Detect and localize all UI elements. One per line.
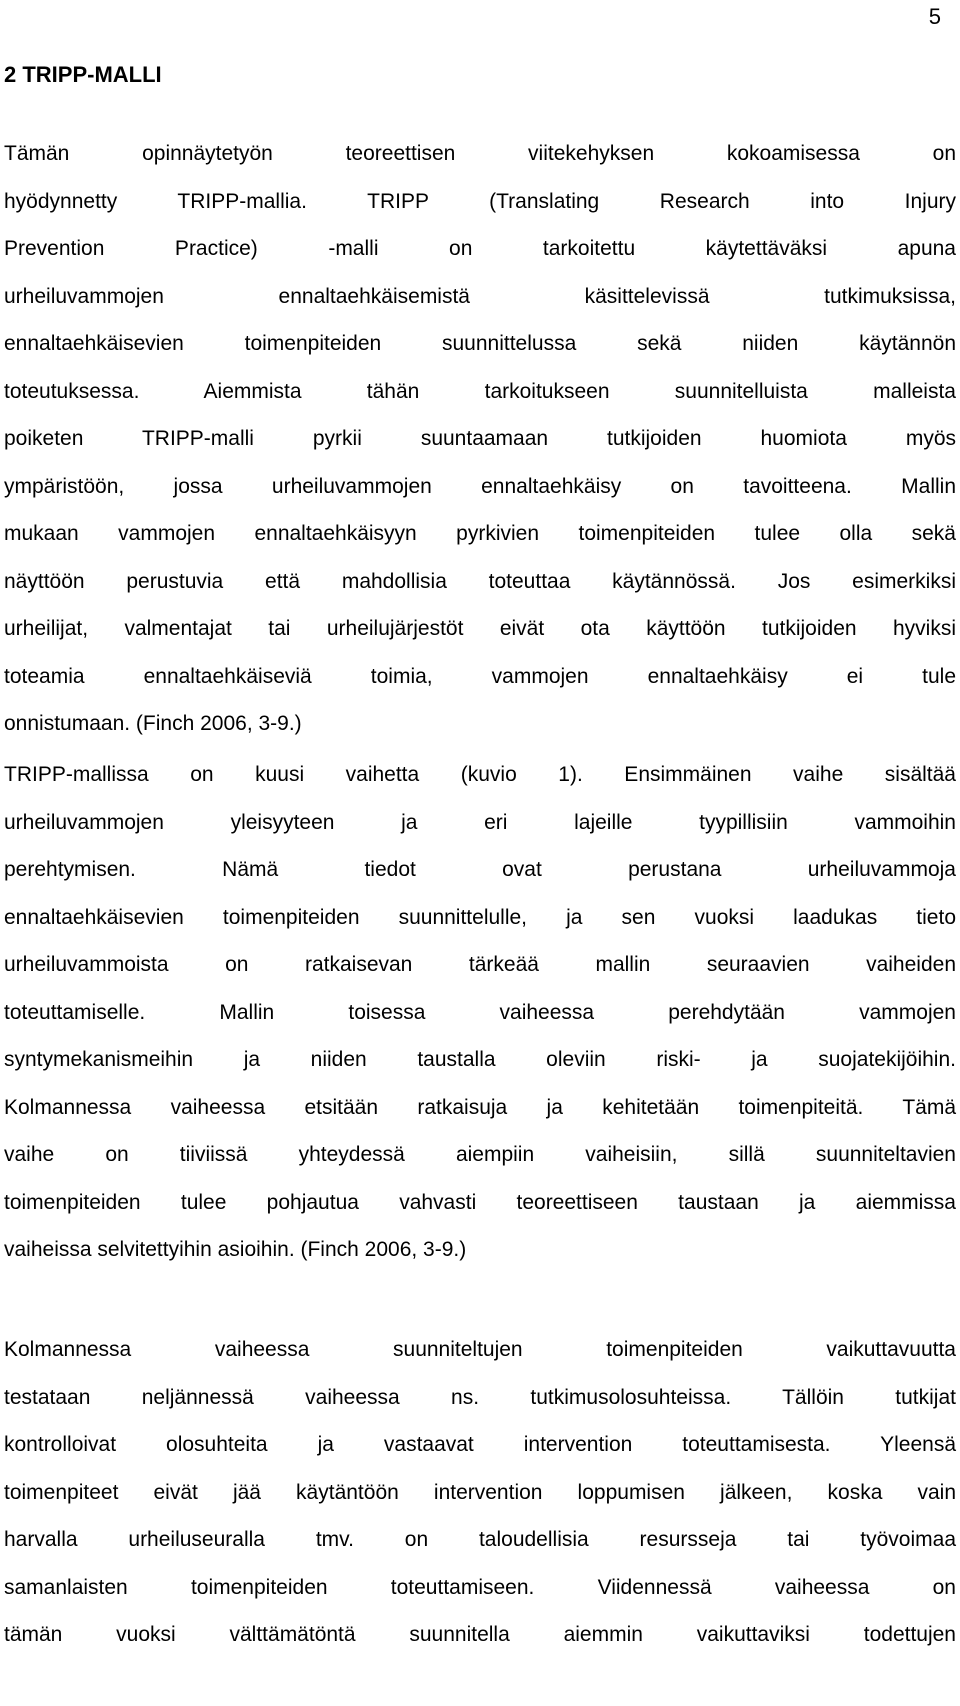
- text-line: toteuttamiselle. Mallin toisessa vaiheessa perehdytään vammojen: [4, 1000, 956, 1024]
- text-line: mukaan vammojen ennaltaehkäisyyn pyrkivien toimenpiteiden tulee olla sekä: [4, 522, 956, 545]
- text-line: ennaltaehkäisevien toimenpiteiden suunnittelulle, ja sen vuoksi laadukas tieto: [4, 905, 956, 929]
- text-line: toimenpiteiden tulee pohjautua vahvasti teoreettiseen taustaan ja aiemmissa: [4, 1190, 956, 1214]
- paragraph-3: [4, 1326, 956, 1659]
- text-line: poiketen TRIPP-malli pyrkii suuntaamaan tutkijoiden huomiota myös: [4, 427, 956, 450]
- text-line: näyttöön perustuvia että mahdollisia toteuttaa käytännössä. Jos esimerkiksi: [4, 569, 956, 593]
- text-line: harvalla urheiluseuralla tmv. on taloudellisia resursseja tai työvoimaa: [4, 1528, 956, 1551]
- text-line: toteutuksessa. Aiemmista tähän tarkoitukseen suunnitelluista malleista: [4, 379, 956, 403]
- text-line: samanlaisten toimenpiteiden toteuttamiseen. Viidennessä vaiheessa on: [4, 1575, 956, 1599]
- text-line: onnistumaan. (Finch 2006, 3-9.): [4, 712, 302, 735]
- text-line: vaihe on tiiviissä yhteydessä aiempiin vaiheisiin, sillä suunniteltavien: [4, 1143, 956, 1166]
- paragraph-2: [4, 751, 956, 1274]
- text-line: ympäristöön, jossa urheiluvammojen ennaltaehkäisy on tavoitteena. Mallin: [4, 474, 956, 498]
- text-line: syntymekanismeihin ja niiden taustalla oleviin riski- ja suojatekijöihin.: [4, 1048, 956, 1071]
- text-line: urheiluvammoista on ratkaisevan tärkeää mallin seuraavien vaiheiden: [4, 953, 956, 976]
- text-line: perehtymisen. Nämä tiedot ovat perustana urheiluvammoja: [4, 858, 956, 881]
- text-line: ennaltaehkäisevien toimenpiteiden suunnittelussa sekä niiden käytännön: [4, 332, 956, 355]
- text-line: testataan neljännessä vaiheessa ns. tutkimusolosuhteissa. Tällöin tutkijat: [4, 1385, 956, 1409]
- section-heading: 2 TRIPP-MALLI: [4, 62, 162, 87]
- text-line: Prevention Practice) -malli on tarkoitettu käytettäväksi apuna: [4, 237, 956, 260]
- text-line: Kolmannessa vaiheessa suunniteltujen toimenpiteiden vaikuttavuutta: [4, 1338, 956, 1361]
- text-line: urheiluvammojen yleisyyteen ja eri lajeille tyypillisiin vammoihin: [4, 810, 956, 834]
- text-line: tämän vuoksi välttämätöntä suunnitella aiemmin vaikuttaviksi todettujen: [4, 1623, 956, 1646]
- text-line: vaiheissa selvitettyihin asioihin. (Finch 2006, 3-9.): [4, 1238, 467, 1261]
- text-line: kontrolloivat olosuhteita ja vastaavat intervention toteuttamisesta. Yleensä: [4, 1433, 956, 1456]
- text-line: TRIPP-mallissa on kuusi vaihetta (kuvio 1). Ensimmäinen vaihe sisältää: [4, 763, 956, 786]
- text-line: Kolmannessa vaiheessa etsitään ratkaisuja ja kehitetään toimenpiteitä. Tämä: [4, 1095, 956, 1119]
- text-line: toteamia ennaltaehkäiseviä toimia, vammojen ennaltaehkäisy ei tule: [4, 664, 956, 688]
- text-line: toimenpiteet eivät jää käytäntöön intervention loppumisen jälkeen, koska vain: [4, 1480, 956, 1504]
- text-line: urheilijat, valmentajat tai urheilujärjestöt eivät ota käyttöön tutkijoiden hyviksi: [4, 617, 956, 640]
- text-line: urheiluvammojen ennaltaehkäisemistä käsittelevissä tutkimuksissa,: [4, 284, 956, 308]
- page-number: 5: [928, 4, 941, 29]
- text-line: hyödynnetty TRIPP-mallia. TRIPP (Translating Research into Injury: [4, 189, 956, 213]
- paragraph-1: [4, 130, 956, 748]
- text-line: Tämän opinnäytetyön teoreettisen viitekehyksen kokoamisessa on: [4, 142, 956, 165]
